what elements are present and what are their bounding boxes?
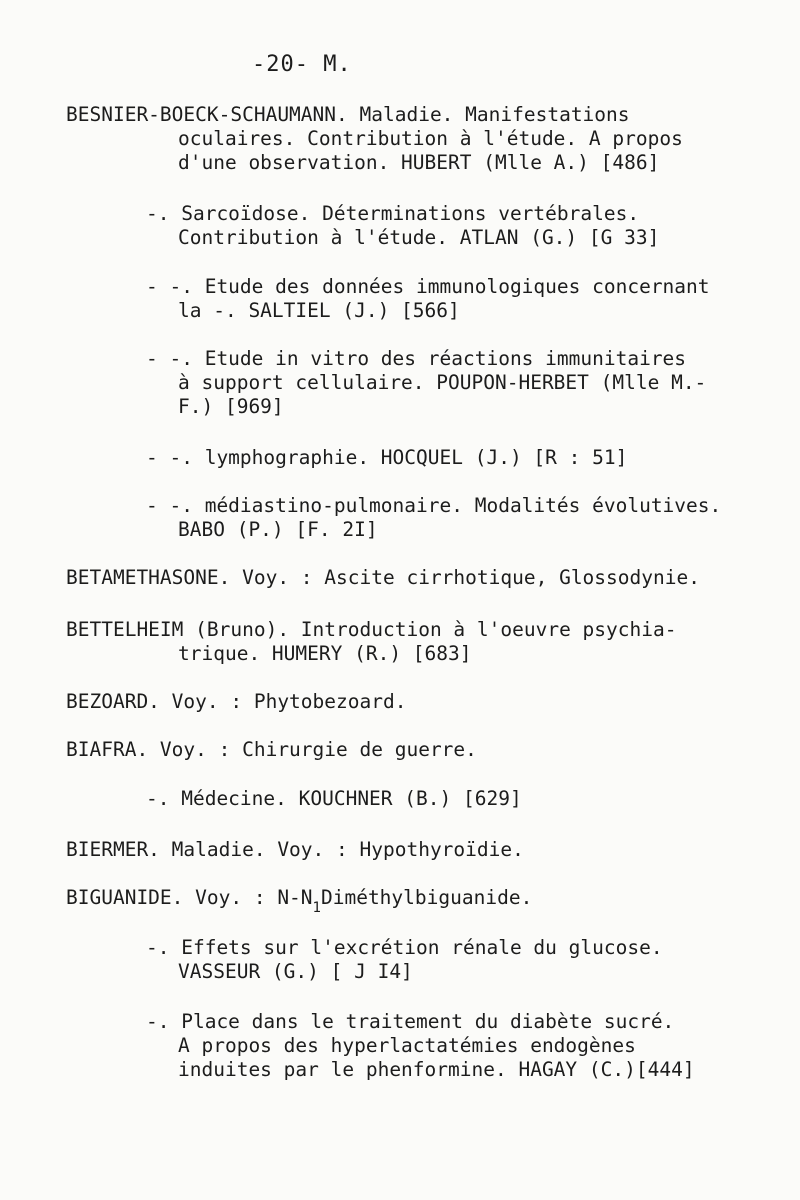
index-entry xyxy=(146,494,721,542)
entry-line: A propos des hyperlactatémies endogènes xyxy=(178,1034,636,1057)
entry-line: BABO (P.) [F. 2I] xyxy=(178,518,378,541)
index-entry xyxy=(66,566,700,590)
entry-line: -. Effets sur l'excrétion rénale du glucose. xyxy=(146,936,663,959)
entry-line: - -. Etude in vitro des réactions immunitaires xyxy=(146,347,687,370)
entry-line: oculaires. Contribution à l'étude. A propos xyxy=(178,127,683,150)
index-entry xyxy=(146,787,522,811)
entry-line: BETAMETHASONE. Voy. : Ascite cirrhotique, Glossodynie. xyxy=(66,566,700,589)
index-entry xyxy=(66,690,406,714)
entry-line: BESNIER-BOECK-SCHAUMANN. Maladie. Manifestations xyxy=(66,103,630,126)
entry-line: BETTELHEIM (Bruno). Introduction à l'oeuvre psychia- xyxy=(66,618,677,641)
entry-line: -. Sarcoïdose. Déterminations vertébrales. xyxy=(146,202,640,225)
page-header: -20- M. xyxy=(252,52,352,77)
entry-line: - -. médiastino-pulmonaire. Modalités évolutives. xyxy=(146,494,722,517)
index-entry xyxy=(146,202,659,250)
entry-line: - -. Etude des données immunologiques concernant xyxy=(146,275,710,298)
entry-line xyxy=(66,886,533,916)
index-entry xyxy=(146,936,663,984)
entry-line: la -. SALTIEL (J.) [566] xyxy=(178,299,460,322)
entry-line: trique. HUMERY (R.) [683] xyxy=(178,642,472,665)
index-entry xyxy=(66,103,683,175)
entry-line: -. Médecine. KOUCHNER (B.) [629] xyxy=(146,787,522,810)
entry-line: VASSEUR (G.) [ J I4] xyxy=(178,960,413,983)
entry-line: BIERMER. Maladie. Voy. : Hypothyroïdie. xyxy=(66,838,524,861)
entry-line: -. Place dans le traitement du diabète sucré. xyxy=(146,1010,675,1033)
entry-line: BIAFRA. Voy. : Chirurgie de guerre. xyxy=(66,738,477,761)
index-entry xyxy=(146,446,627,470)
entry-text: BIGUANIDE. Voy. : N-N xyxy=(66,886,313,909)
entry-line: BEZOARD. Voy. : Phytobezoard. xyxy=(66,690,407,713)
entry-line: à support cellulaire. POUPON-HERBET (Mlle M.- xyxy=(178,371,707,394)
index-entry xyxy=(146,275,710,323)
entry-text: Diméthylbiguanide. xyxy=(320,886,533,909)
entry-line: d'une observation. HUBERT (Mlle A.) [486] xyxy=(178,151,660,174)
index-entry xyxy=(66,738,477,762)
entry-line: F.) [969] xyxy=(178,395,284,418)
index-entry xyxy=(146,347,706,419)
index-entry xyxy=(66,618,676,666)
index-entry xyxy=(146,1010,695,1082)
index-entry xyxy=(66,886,533,916)
subscript: 1 xyxy=(312,900,321,916)
entry-line: Contribution à l'étude. ATLAN (G.) [G 33] xyxy=(178,226,660,249)
entry-line: - -. lymphographie. HOCQUEL (J.) [R : 51] xyxy=(146,446,628,469)
index-entry xyxy=(66,838,524,862)
entry-line: induites par le phenformine. HAGAY (C.)[444] xyxy=(178,1058,695,1081)
